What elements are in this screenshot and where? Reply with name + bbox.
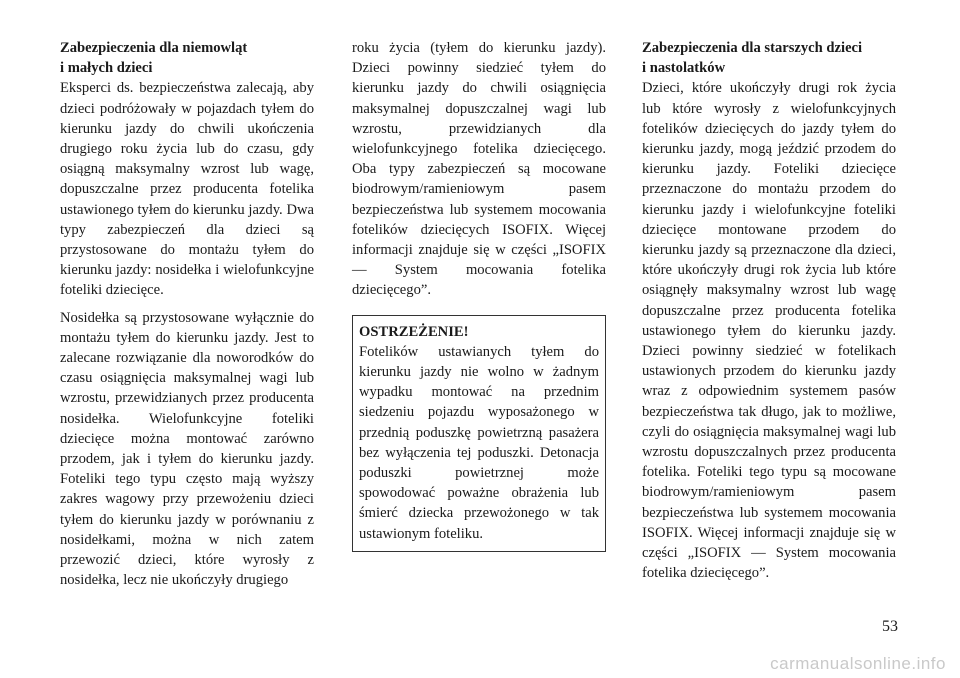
paragraph: roku życia (tyłem do kierunku jazdy). Dzieci powinny siedzieć tyłem do kierunku jazdy do chwili osiągnięcia maksymalnej dopuszczalnej wagi lub wzrostu, przewidzianych dla wielofunkcyjnego fotelika dziecięcego. Oba typy zabezpieczeń są mocowane biodrowym/ramieniowym pasem bezpieczeństwa lub systemem mocowania fotelików dziecięcych ISOFIX. Więcej informacji znajduje się w części „ISOFIX — System mocowania fotelika dziecięcego”. <box>352 40 606 299</box>
left-column <box>60 38 314 597</box>
middle-column <box>352 38 606 552</box>
warning-text: Fotelików ustawianych tyłem do kierunku jazdy nie wolno w żadnym wypadku montować na przednim siedzeniu pojazdu wyposażonego w przednią poduszkę powietrzną pasażera bez wyłączenia tej poduszki. Detonacja poduszki powietrznej może spowodować poważne obrażenia lub śmierć dziecka przewożonego w tak ustawionym foteliku. <box>359 343 599 542</box>
warning-title: OSTRZEŻENIE! <box>359 323 469 340</box>
watermark: carmanualsonline.info <box>770 654 946 673</box>
heading-line-2: i nastolatków <box>642 60 726 77</box>
right-column <box>642 38 896 590</box>
paragraph: Nosidełka są przystosowane wyłącznie do montażu tyłem do kierunku jazdy. Jest to zalecane rozwiązanie dla noworodków do czasu osiągnięcia maksymalnej wagi lub wzrostu, przewidzianych przez producenta nosidełka. Wielofunkcyjne foteliki dziecięce można montować zarówno przodem, jak i tyłem do kierunku jazdy. Foteliki tego typu często mają wyższy zakres wagowy przy przewożeniu dzieci tyłem do kierunku jazdy w porównaniu z nosidełkami, można w nich zatem przewozić dzieci, które wyrosły z nosidełka, lecz nie ukończyły drugiego <box>60 309 314 589</box>
heading-line-1: Zabezpieczenia dla starszych dzieci <box>642 40 863 56</box>
page-number: 53 <box>882 618 898 635</box>
heading-line-2: i małych dzieci <box>60 60 153 77</box>
paragraph: Dzieci, które ukończyły drugi rok życia lub które wyrosły z wielofunkcyjnych fotelików dziecięcych do jazdy tyłem do kierunku jazdy, mogą jeździć przodem do kierunku jazdy. Foteliki dziecięce przeznaczone do montażu przodem do kierunku jazdy i wielofunkcyjne foteliki dziecięce montowane przodem do kierunku jazdy są przeznaczone dla dzieci, które ukończyły drugi rok życia lub które osiągnęły maksymalny wzrost lub wagę dopuszczalne przez producenta fotelika ustawionego tyłem do kierunku jazdy. Dzieci powinny siedzieć w fotelikach ustawionych przodem do kierunku jazdy wraz z odpowiednim systemem pasów bezpieczeństwa tak długo, jak to możliwe, czyli do osiągnięcia maksymalnej wagi lub wzrostu dopuszczalnych przez producenta fotelika. Foteliki tego typu są mocowane biodrowym/ramieniowym pasem bezpieczeństwa lub systemem mocowania ISOFIX. Więcej informacji znajduje się w części „ISOFIX — System mocowania fotelika dziecięcego”. <box>642 80 896 582</box>
warning-box <box>352 315 606 552</box>
heading-line-1: Zabezpieczenia dla niemowląt <box>60 40 248 56</box>
section-heading-older-children <box>642 38 896 78</box>
paragraph: Eksperci ds. bezpieczeństwa zalecają, aby dzieci podróżowały w pojazdach tyłem do kierunku jazdy do chwili ukończenia drugiego roku życia lub do czasu, gdy osiągną maksymalny wzrost lub wagę, dopuszczalne przez producenta fotelika ustawionego tyłem do kierunku jazdy. Dwa typy zabezpieczeń dla dzieci są przystosowane do montażu tyłem do kierunku jazdy: nosidełka i wielofunkcyjne foteliki dziecięce. <box>60 80 314 299</box>
section-heading-infants <box>60 38 314 78</box>
